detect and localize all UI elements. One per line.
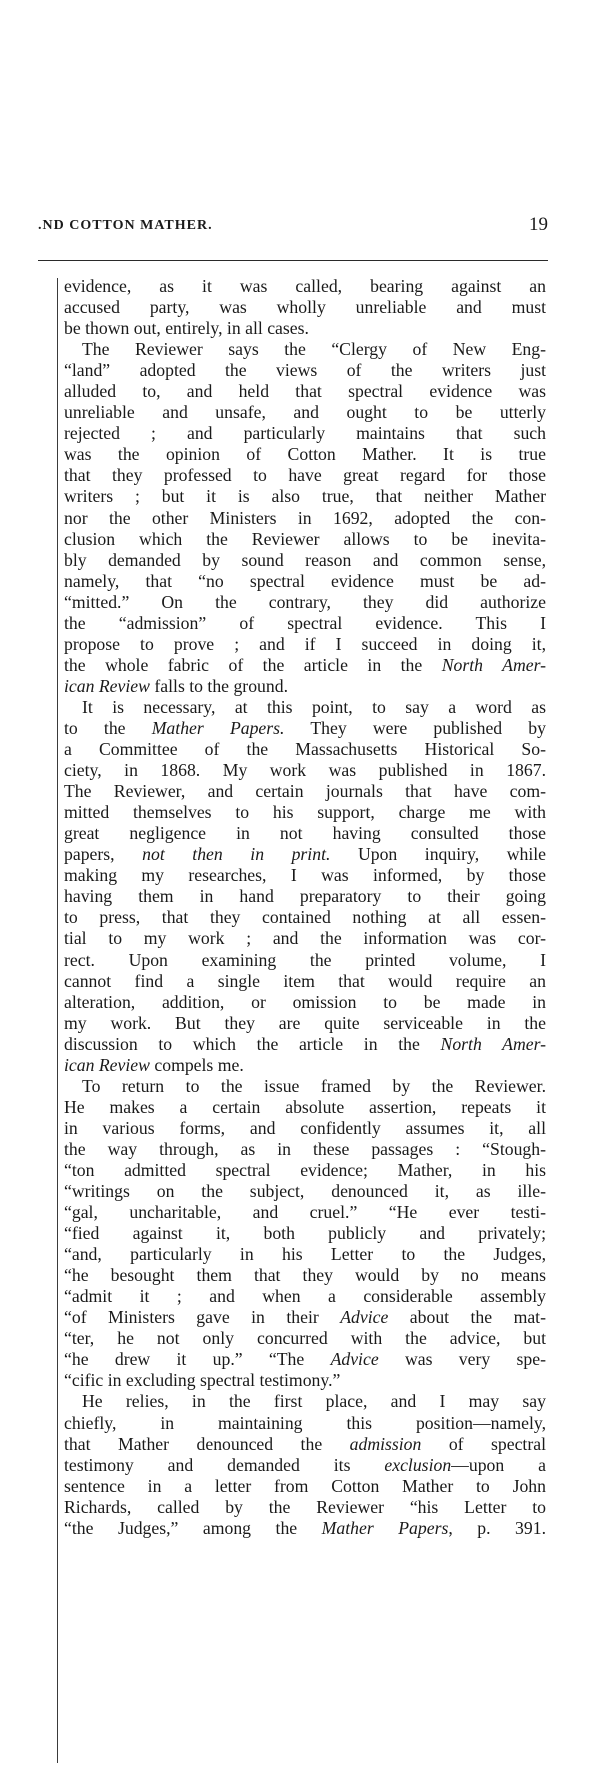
- text-segment: It is necessary, at this point, to say a word as: [82, 696, 546, 717]
- text-line: [64, 276, 546, 297]
- text-line: [64, 1391, 546, 1412]
- text-segment: The Reviewer, and certain journals that have com-: [64, 781, 546, 802]
- italic-text: ican Review: [64, 1054, 150, 1075]
- text-line: [64, 781, 546, 802]
- text-line: [64, 402, 546, 423]
- text-line: [64, 1244, 546, 1265]
- text-line: [64, 676, 546, 697]
- italic-text: admission: [349, 1433, 422, 1454]
- text-line: [64, 444, 546, 465]
- italic-text: Advice: [330, 1349, 379, 1370]
- text-line: [64, 339, 546, 360]
- text-line: [64, 907, 546, 928]
- text-line: [64, 697, 546, 718]
- text-segment: ciety, in 1868. My work was published in 1867.: [64, 760, 546, 781]
- text-line: [64, 634, 546, 655]
- text-segment: to press, that they contained nothing at all essen-: [64, 907, 546, 928]
- text-segment: “land” adopted the views of the writers just: [64, 360, 546, 381]
- italic-text: North Amer-: [440, 1033, 546, 1054]
- text-line: [64, 1034, 546, 1055]
- text-segment: alluded to, and held that spectral evidence was: [64, 381, 546, 402]
- text-line: [64, 613, 546, 634]
- text-segment: , p. 391.: [448, 1517, 546, 1538]
- text-segment: my work. But they are quite serviceable in the: [64, 1012, 546, 1033]
- text-line: [64, 1413, 546, 1434]
- text-segment: “of Ministers gave in their: [64, 1307, 341, 1328]
- italic-text: not then in print.: [142, 844, 331, 865]
- text-segment: discussion to which the article in the: [64, 1033, 441, 1054]
- text-segment: evidence, as it was called, bearing against an: [64, 276, 546, 296]
- text-line: [64, 486, 546, 507]
- header-rule: [38, 260, 548, 261]
- text-line: [64, 360, 546, 381]
- text-segment: “ton admitted spectral evidence; Mather, in his: [64, 1159, 546, 1180]
- text-line: [64, 1370, 546, 1391]
- text-segment: the “admission” of spectral evidence. This I: [64, 612, 546, 633]
- text-line: [64, 971, 546, 992]
- text-line: [64, 1518, 546, 1539]
- text-segment: “the Judges,” among the: [64, 1517, 322, 1538]
- text-segment: compels me.: [149, 1054, 244, 1075]
- page-number: 19: [529, 214, 548, 235]
- italic-text: North Amer-: [441, 654, 546, 675]
- text-segment: “cific in excluding spectral testimony.”: [64, 1370, 341, 1391]
- text-segment: be thown out, entirely, in all cases.: [64, 318, 309, 339]
- text-line: [64, 508, 546, 529]
- text-line: [64, 823, 546, 844]
- text-segment: He makes a certain absolute assertion, repeats it: [64, 1096, 546, 1117]
- text-line: [64, 1307, 546, 1328]
- text-line: [64, 1434, 546, 1455]
- text-segment: tial to my work ; and the information was cor-: [64, 928, 546, 949]
- text-line: [64, 718, 546, 739]
- text-segment: propose to prove ; and if I succeed in doing it,: [64, 633, 546, 654]
- text-segment: papers,: [64, 844, 143, 865]
- text-segment: rect. Upon examining the printed volume, I: [64, 949, 546, 970]
- text-segment: “ter, he not only concurred with the advice, but: [64, 1328, 546, 1349]
- running-head: [38, 214, 548, 240]
- text-line: [64, 550, 546, 571]
- text-line: [64, 1160, 546, 1181]
- text-line: [64, 1055, 546, 1076]
- text-line: [64, 381, 546, 402]
- text-line: [64, 760, 546, 781]
- text-segment: of spectral: [421, 1433, 547, 1454]
- text-line: [64, 1265, 546, 1286]
- text-line: [64, 1013, 546, 1034]
- text-line: [64, 1097, 546, 1118]
- text-line: [64, 1118, 546, 1139]
- text-segment: about the mat-: [388, 1307, 546, 1328]
- italic-text: Advice: [340, 1307, 389, 1328]
- text-segment: “he besought them that they would by no means: [64, 1265, 546, 1286]
- text-segment: a Committee of the Massachusetts Historical So-: [64, 739, 546, 760]
- text-line: [64, 1139, 546, 1160]
- italic-text: exclusion: [384, 1454, 452, 1475]
- text-segment: having them in hand preparatory to their going: [64, 886, 546, 907]
- text-line: [64, 865, 546, 886]
- text-segment: to the: [64, 717, 152, 738]
- text-line: [64, 992, 546, 1013]
- text-line: [64, 1202, 546, 1223]
- text-segment: “admit it ; and when a considerable assembly: [64, 1286, 546, 1307]
- running-title: .ND COTTON MATHER.: [38, 218, 213, 233]
- text-line: [64, 1328, 546, 1349]
- text-segment: namely, that “no spectral evidence must be ad-: [64, 570, 546, 591]
- text-segment: was very spe-: [378, 1349, 546, 1370]
- body-text: [64, 276, 546, 1539]
- text-segment: “writings on the subject, denounced it, as ille-: [64, 1181, 546, 1202]
- text-line: [64, 655, 546, 676]
- text-segment: rejected ; and particularly maintains that such: [64, 423, 546, 444]
- text-segment: chiefly, in maintaining this position—namely,: [64, 1412, 546, 1433]
- text-line: [64, 802, 546, 823]
- text-line: [64, 844, 546, 865]
- text-segment: the way through, as in these passages : “Stough-: [64, 1138, 546, 1159]
- text-segment: —upon a: [451, 1454, 547, 1475]
- text-line: [64, 297, 546, 318]
- text-line: [64, 739, 546, 760]
- text-segment: “he drew it up.” “The: [64, 1349, 331, 1370]
- text-line: [64, 950, 546, 971]
- text-line: [64, 571, 546, 592]
- text-line: [64, 1455, 546, 1476]
- text-segment: the whole fabric of the article in the: [64, 654, 442, 675]
- text-segment: “and, particularly in his Letter to the Judges,: [64, 1244, 546, 1265]
- text-segment: mitted themselves to his support, charge me with: [64, 802, 546, 823]
- text-segment: sentence in a letter from Cotton Mather to John: [64, 1475, 546, 1496]
- text-segment: that they professed to have great regard for those: [64, 465, 546, 486]
- text-line: [64, 1223, 546, 1244]
- text-line: [64, 318, 546, 339]
- margin-line: [57, 278, 58, 1763]
- text-line: [64, 423, 546, 444]
- text-segment: was the opinion of Cotton Mather. It is true: [64, 444, 546, 465]
- text-segment: Richards, called by the Reviewer “his Letter to: [64, 1496, 546, 1517]
- text-segment: in various forms, and confidently assumes it, all: [64, 1117, 546, 1138]
- text-segment: He relies, in the first place, and I may say: [82, 1391, 546, 1412]
- text-segment: “fied against it, both publicly and privately;: [64, 1223, 546, 1244]
- text-segment: bly demanded by sound reason and common sense,: [64, 549, 546, 570]
- text-segment: unreliable and unsafe, and ought to be utterly: [64, 402, 546, 423]
- text-segment: that Mather denounced the: [64, 1433, 350, 1454]
- text-line: [64, 1349, 546, 1370]
- text-segment: great negligence in not having consulted those: [64, 823, 546, 844]
- text-segment: alteration, addition, or omission to be made in: [64, 991, 546, 1012]
- text-line: [64, 592, 546, 613]
- text-line: [64, 1497, 546, 1518]
- text-segment: writers ; but it is also true, that neither Mather: [64, 486, 546, 507]
- text-line: [64, 529, 546, 550]
- text-segment: nor the other Ministers in 1692, adopted the con-: [64, 507, 546, 528]
- text-segment: cannot find a single item that would require an: [64, 970, 546, 991]
- text-segment: They were published by: [284, 717, 546, 738]
- text-line: [64, 1076, 546, 1097]
- text-line: [64, 1181, 546, 1202]
- italic-text: Mather Papers: [321, 1517, 449, 1538]
- text-line: [64, 1286, 546, 1307]
- italic-text: ican Review: [64, 675, 150, 696]
- text-line: [64, 1476, 546, 1497]
- text-segment: “mitted.” On the contrary, they did authorize: [64, 591, 546, 612]
- text-segment: falls to the ground.: [149, 675, 288, 696]
- text-line: [64, 928, 546, 949]
- text-segment: To return to the issue framed by the Reviewer.: [82, 1075, 546, 1096]
- text-segment: The Reviewer says the “Clergy of New Eng-: [82, 339, 546, 360]
- text-segment: making my researches, I was informed, by those: [64, 865, 546, 886]
- text-line: [64, 886, 546, 907]
- text-segment: accused party, was wholly unreliable and must: [64, 297, 546, 318]
- text-segment: Upon inquiry, while: [330, 844, 546, 865]
- text-segment: clusion which the Reviewer allows to be inevita-: [64, 528, 546, 549]
- text-segment: “gal, uncharitable, and cruel.” “He ever testi-: [64, 1202, 546, 1223]
- text-segment: testimony and demanded its: [64, 1454, 385, 1475]
- italic-text: Mather Papers.: [151, 717, 285, 738]
- text-line: [64, 465, 546, 486]
